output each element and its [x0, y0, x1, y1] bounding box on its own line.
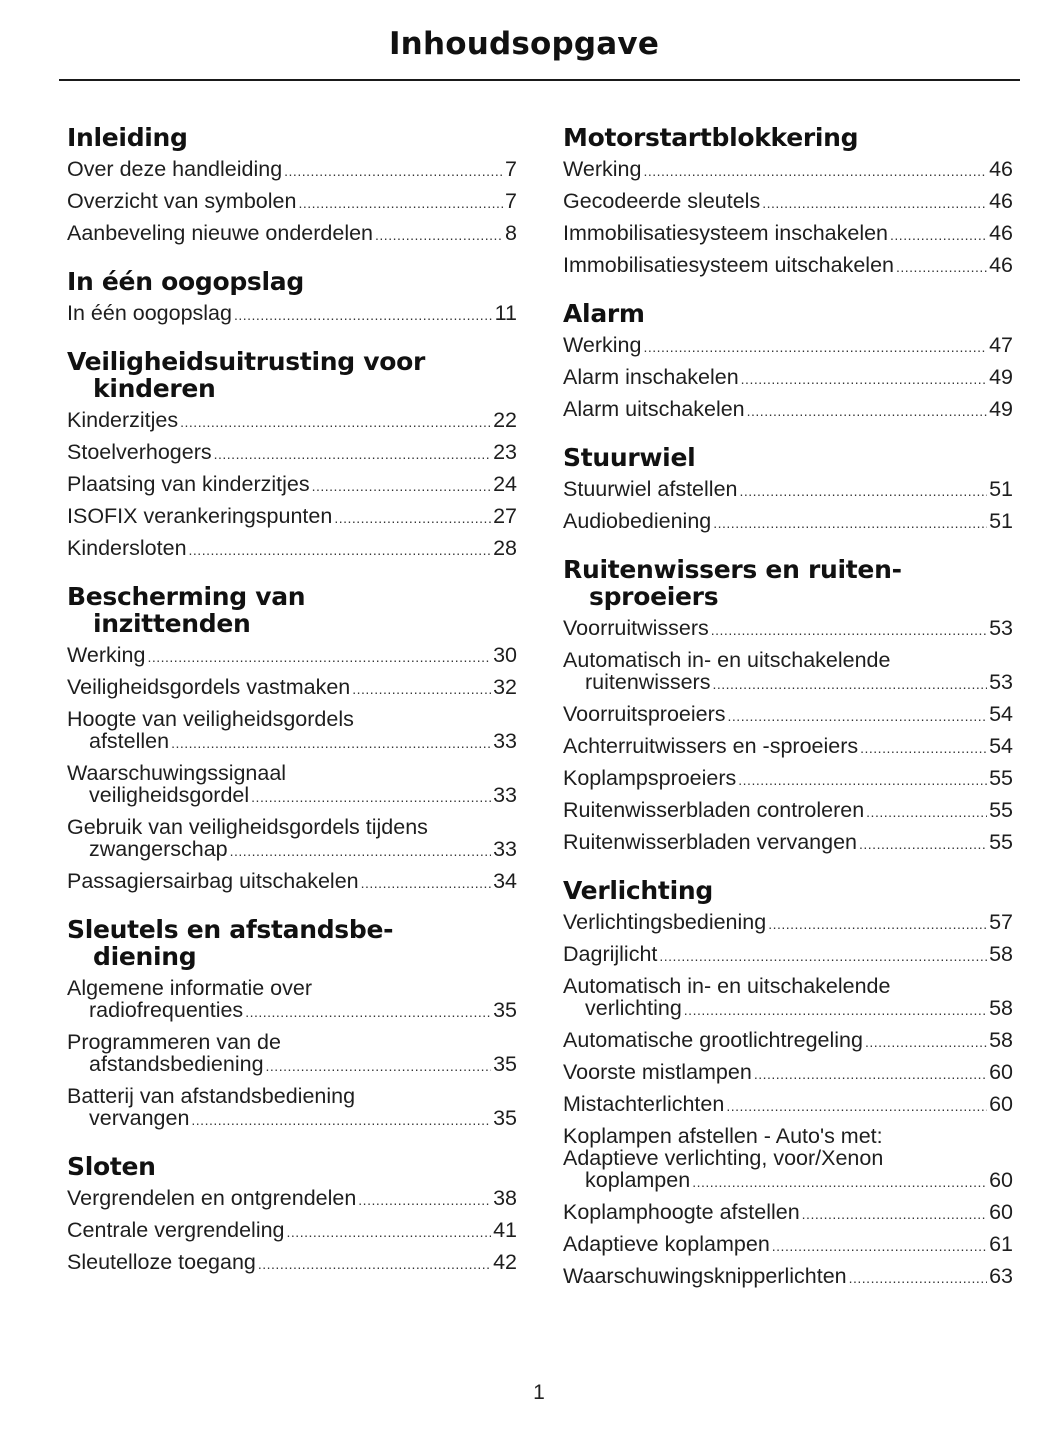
entry-row [563, 1201, 1013, 1225]
entry-page-number: 53 [989, 616, 1013, 640]
page-title: Inhoudsopgave [388, 26, 660, 62]
entry-title: Alarm uitschakelen [563, 397, 745, 421]
entry-title: veiligheidsgordel [89, 783, 250, 807]
entry-title: Over deze handleiding [67, 157, 283, 181]
section-heading-line: Motorstartblokkering [563, 123, 859, 152]
entry-page-number: 7 [505, 157, 517, 181]
dot-leader [859, 831, 987, 855]
toc-section [67, 268, 517, 326]
entry-row [563, 735, 1013, 759]
section-heading [563, 124, 1013, 151]
entry-title: Automatische grootlichtregeling [563, 1028, 863, 1052]
entry-title: Koplampsproeiers [563, 766, 737, 790]
toc-entry[interactable] [67, 302, 517, 326]
entry-row [563, 799, 1013, 823]
entry-row [563, 254, 1013, 278]
dot-leader [866, 799, 987, 823]
entry-page-number: 58 [989, 942, 1013, 966]
dot-leader [865, 1029, 987, 1053]
entry-page-number: 33 [493, 783, 517, 807]
toc-column-left [67, 124, 517, 1297]
toc-entry[interactable] [67, 762, 517, 808]
entry-row [67, 1251, 517, 1275]
entry-row [563, 1265, 1013, 1289]
section-heading [563, 300, 1013, 327]
entry-page-number: 51 [989, 477, 1013, 501]
section-heading-line: Stuurwiel [563, 443, 696, 472]
toc-entry[interactable] [563, 190, 1013, 214]
section-heading [67, 583, 517, 637]
dot-leader [659, 943, 987, 967]
entry-page-number: 47 [989, 333, 1013, 357]
toc-entry[interactable] [563, 398, 1013, 422]
dot-leader [726, 1093, 987, 1117]
entry-title: Werking [563, 333, 642, 357]
toc-entry[interactable] [563, 1093, 1013, 1117]
dot-leader [258, 1251, 491, 1275]
toc-entry[interactable] [563, 799, 1013, 823]
entry-row [67, 222, 517, 246]
entry-title: Overzicht van symbolen [67, 189, 297, 213]
entry-title: Verlichtingsbediening [563, 910, 767, 934]
entry-title: Kinderzitjes [67, 408, 179, 432]
dot-leader [741, 366, 987, 390]
toc-entry[interactable] [67, 190, 517, 214]
entry-page-number: 46 [989, 253, 1013, 277]
dot-leader [711, 617, 987, 641]
entry-page-number: 57 [989, 910, 1013, 934]
entry-row [67, 784, 517, 808]
dot-leader [245, 999, 491, 1023]
entry-page-number: 23 [493, 440, 517, 464]
dot-leader [712, 671, 987, 695]
entry-row [563, 478, 1013, 502]
entry-row [563, 1093, 1013, 1117]
entry-title: Mistachterlichten [563, 1092, 725, 1116]
entry-page-number: 34 [493, 869, 517, 893]
entry-row [67, 838, 517, 862]
entry-title: Vergrendelen en ontgrendelen [67, 1186, 357, 1210]
toc-entry[interactable] [563, 510, 1013, 534]
toc-entry[interactable] [563, 649, 1013, 695]
entry-title: Achterruitwissers en -sproeiers [563, 734, 859, 758]
entry-page-number: 58 [989, 996, 1013, 1020]
dot-leader [896, 254, 987, 278]
entry-row [67, 676, 517, 700]
entry-title: Ruitenwisserbladen vervangen [563, 830, 858, 854]
entry-row [67, 1219, 517, 1243]
entry-page-number: 60 [989, 1060, 1013, 1084]
entry-title: Plaatsing van kinderzitjes [67, 472, 310, 496]
entry-page-number: 60 [989, 1200, 1013, 1224]
toc-entry[interactable] [563, 943, 1013, 967]
dot-leader [298, 190, 503, 214]
dot-leader [312, 473, 491, 497]
toc-entry[interactable] [563, 911, 1013, 935]
toc-entry[interactable] [67, 870, 517, 894]
dot-leader [762, 190, 987, 214]
entry-row [67, 870, 517, 894]
section-heading [67, 124, 517, 151]
toc-entry[interactable] [563, 254, 1013, 278]
dot-leader [772, 1233, 987, 1257]
toc-entry[interactable] [563, 1265, 1013, 1289]
section-heading [67, 916, 517, 970]
entry-page-number: 28 [493, 536, 517, 560]
entry-row [67, 1187, 517, 1211]
entry-page-number: 42 [493, 1250, 517, 1274]
entry-title-line: Automatisch in- en uitschakelende [563, 648, 891, 672]
toc-section [67, 583, 517, 894]
entry-page-number: 63 [989, 1264, 1013, 1288]
entry-row [563, 1233, 1013, 1257]
entry-page-number: 41 [493, 1218, 517, 1242]
entry-page-number: 49 [989, 397, 1013, 421]
section-heading-line: diening [93, 942, 197, 971]
entry-page-number: 46 [989, 157, 1013, 181]
toc-entry[interactable] [563, 366, 1013, 390]
toc-entry[interactable] [563, 617, 1013, 641]
entry-title: Immobilisatiesysteem inschakelen [563, 221, 889, 245]
entry-title: Gecodeerde sleutels [563, 189, 761, 213]
entry-row [67, 158, 517, 182]
entry-page-number: 35 [493, 998, 517, 1022]
toc-entry[interactable] [67, 158, 517, 182]
dot-leader [147, 644, 491, 668]
entry-row [563, 1061, 1013, 1085]
entry-title: afstellen [89, 729, 170, 753]
entry-title-line: Batterij van afstandsbediening [67, 1084, 356, 1108]
entry-page-number: 33 [493, 837, 517, 861]
section-heading [563, 556, 1013, 610]
entry-title-line: Koplampen afstellen - Auto's met: [563, 1124, 883, 1148]
toc-section [563, 877, 1013, 1289]
entry-title: Adaptieve koplampen [563, 1232, 770, 1256]
entry-title: ruitenwissers [585, 670, 711, 694]
entry-title: Alarm inschakelen [563, 365, 739, 389]
dot-leader [375, 222, 503, 246]
section-heading-line: Ruitenwissers en ruiten- [563, 555, 902, 584]
toc-entry[interactable] [563, 158, 1013, 182]
page-number: 1 [533, 1381, 545, 1404]
entry-page-number: 61 [989, 1232, 1013, 1256]
entry-title: koplampen [585, 1168, 691, 1192]
entry-row [563, 366, 1013, 390]
toc-section [563, 124, 1013, 278]
entry-row [67, 302, 517, 326]
entry-page-number: 46 [989, 221, 1013, 245]
toc-entry[interactable] [67, 1187, 517, 1211]
dot-leader [361, 870, 491, 894]
entry-row [563, 911, 1013, 935]
entry-page-number: 35 [493, 1052, 517, 1076]
toc-entry[interactable] [67, 537, 517, 561]
entry-title: In één oogopslag [67, 301, 232, 325]
entry-title: Werking [563, 157, 642, 181]
entry-title: zwangerschap [89, 837, 228, 861]
entry-title: Immobilisatiesysteem uitschakelen [563, 253, 894, 277]
dot-leader [189, 537, 492, 561]
toc-section [563, 556, 1013, 855]
toc-entry[interactable] [563, 767, 1013, 791]
entry-row [67, 409, 517, 433]
dot-leader [352, 676, 491, 700]
section-heading-line: sproeiers [589, 582, 719, 611]
toc-column-right [563, 124, 1013, 1311]
section-heading-line: Veiligheidsuitrusting voor [67, 347, 426, 376]
entry-row [67, 505, 517, 529]
section-heading-line: Bescherming van [67, 582, 306, 611]
dot-leader [802, 1201, 987, 1225]
entry-title: verlichting [585, 996, 682, 1020]
dot-leader [171, 730, 491, 754]
dot-leader [739, 478, 987, 502]
entry-page-number: 38 [493, 1186, 517, 1210]
toc-entry[interactable] [67, 816, 517, 862]
entry-row [67, 644, 517, 668]
dot-leader [860, 735, 987, 759]
toc-section [563, 300, 1013, 422]
entry-title-line: Adaptieve verlichting, voor/Xenon [563, 1146, 884, 1170]
toc-entry[interactable] [563, 1125, 1013, 1193]
entry-title: Werking [67, 643, 146, 667]
entry-row [67, 441, 517, 465]
entry-title-line: Waarschuwingssignaal [67, 761, 287, 785]
entry-row [563, 943, 1013, 967]
dot-leader [287, 1219, 492, 1243]
dot-leader [849, 1265, 987, 1289]
entry-title: Aanbeveling nieuwe onderdelen [67, 221, 374, 245]
entry-row [563, 997, 1013, 1021]
entry-page-number: 55 [989, 830, 1013, 854]
entry-row [563, 671, 1013, 695]
entry-page-number: 60 [989, 1168, 1013, 1192]
entry-page-number: 22 [493, 408, 517, 432]
entry-title: Dagrijlicht [563, 942, 658, 966]
dot-leader [754, 1061, 987, 1085]
toc-entry[interactable] [563, 1201, 1013, 1225]
entry-title: afstandsbediening [89, 1052, 264, 1076]
toc-entry[interactable] [67, 977, 517, 1023]
entry-page-number: 54 [989, 734, 1013, 758]
entry-row [563, 158, 1013, 182]
entry-page-number: 27 [493, 504, 517, 528]
toc-section [67, 916, 517, 1131]
toc-entry[interactable] [67, 1031, 517, 1077]
entry-title: Sleutelloze toegang [67, 1250, 256, 1274]
entry-page-number: 11 [494, 301, 517, 325]
dot-leader [251, 784, 491, 808]
dot-leader [728, 703, 988, 727]
toc-entry[interactable] [67, 409, 517, 433]
entry-page-number: 8 [505, 221, 517, 245]
entry-page-number: 32 [493, 675, 517, 699]
entry-title: Veiligheidsgordels vastmaken [67, 675, 351, 699]
entry-page-number: 33 [493, 729, 517, 753]
dot-leader [643, 334, 987, 358]
dot-leader [284, 158, 503, 182]
toc-entry[interactable] [563, 735, 1013, 759]
toc-entry[interactable] [563, 334, 1013, 358]
entry-page-number: 53 [989, 670, 1013, 694]
entry-page-number: 7 [505, 189, 517, 213]
section-heading-line: Inleiding [67, 123, 188, 152]
entry-row [563, 703, 1013, 727]
section-heading [563, 444, 1013, 471]
toc-entry[interactable] [67, 1219, 517, 1243]
section-heading [67, 1153, 517, 1180]
entry-title: Centrale vergrendeling [67, 1218, 285, 1242]
entry-row [563, 510, 1013, 534]
dot-leader [747, 398, 987, 422]
entry-row [67, 190, 517, 214]
dot-leader [266, 1053, 492, 1077]
entry-row [563, 1169, 1013, 1193]
dot-leader [738, 767, 987, 791]
toc-section [563, 444, 1013, 534]
entry-page-number: 46 [989, 189, 1013, 213]
entry-row [563, 334, 1013, 358]
toc-entry[interactable] [67, 1251, 517, 1275]
dot-leader [643, 158, 987, 182]
toc-entry[interactable] [67, 676, 517, 700]
toc-entry[interactable] [563, 975, 1013, 1021]
section-heading-line: inzittenden [93, 609, 251, 638]
dot-leader [191, 1107, 491, 1131]
entry-row [563, 617, 1013, 641]
entry-page-number: 54 [989, 702, 1013, 726]
entry-title: Stuurwiel afstellen [563, 477, 738, 501]
entry-row [563, 398, 1013, 422]
toc-entry[interactable] [67, 505, 517, 529]
section-heading [67, 268, 517, 295]
toc-entry[interactable] [67, 473, 517, 497]
toc-section [67, 348, 517, 561]
entry-title: Voorste mistlampen [563, 1060, 752, 1084]
entry-title: Kindersloten [67, 536, 187, 560]
entry-row [563, 222, 1013, 246]
entry-page-number: 55 [989, 766, 1013, 790]
title-divider [59, 79, 1020, 81]
entry-title-line: Hoogte van veiligheidsgordels [67, 707, 354, 731]
toc-entry[interactable] [563, 831, 1013, 855]
dot-leader [684, 997, 987, 1021]
entry-page-number: 51 [989, 509, 1013, 533]
dot-leader [334, 505, 491, 529]
toc-entry[interactable] [563, 1029, 1013, 1053]
section-heading [563, 877, 1013, 904]
toc-entry[interactable] [67, 1085, 517, 1131]
entry-row [67, 473, 517, 497]
dot-leader [768, 911, 987, 935]
entry-row [563, 831, 1013, 855]
entry-page-number: 49 [989, 365, 1013, 389]
dot-leader [180, 409, 491, 433]
entry-row [563, 767, 1013, 791]
toc-entry[interactable] [563, 1233, 1013, 1257]
entry-page-number: 24 [493, 472, 517, 496]
entry-title-line: Algemene informatie over [67, 976, 312, 1000]
entry-title: Audiobediening [563, 509, 712, 533]
entry-row [563, 1029, 1013, 1053]
entry-page-number: 60 [989, 1092, 1013, 1116]
toc-entry[interactable] [563, 478, 1013, 502]
section-heading-line: In één oogopslag [67, 267, 304, 296]
dot-leader [214, 441, 491, 465]
entry-page-number: 35 [493, 1106, 517, 1130]
entry-title: Waarschuwingsknipperlichten [563, 1264, 847, 1288]
entry-title: Voorruitwissers [563, 616, 709, 640]
toc-section [67, 124, 517, 246]
entry-title: Stoelverhogers [67, 440, 212, 464]
entry-title: Ruitenwisserbladen controleren [563, 798, 865, 822]
section-heading [67, 348, 517, 402]
entry-title: ISOFIX verankeringspunten [67, 504, 333, 528]
entry-page-number: 30 [493, 643, 517, 667]
entry-row [67, 1053, 517, 1077]
toc-entry[interactable] [67, 644, 517, 668]
dot-leader [890, 222, 987, 246]
entry-row [67, 730, 517, 754]
entry-row [67, 1107, 517, 1131]
toc-entry[interactable] [67, 222, 517, 246]
entry-row [67, 537, 517, 561]
toc-entry[interactable] [563, 222, 1013, 246]
entry-title-line: Gebruik van veiligheidsgordels tijdens [67, 815, 428, 839]
entry-row [563, 190, 1013, 214]
section-heading-line: Sleutels en afstandsbe- [67, 915, 394, 944]
entry-row [67, 999, 517, 1023]
toc-entry[interactable] [67, 708, 517, 754]
section-heading-line: Sloten [67, 1152, 156, 1181]
dot-leader [358, 1187, 491, 1211]
entry-title: radiofrequenties [89, 998, 244, 1022]
toc-entry[interactable] [563, 1061, 1013, 1085]
section-heading-line: kinderen [93, 374, 216, 403]
section-heading-line: Alarm [563, 299, 645, 328]
dot-leader [230, 838, 491, 862]
dot-leader [234, 302, 493, 326]
section-heading-line: Verlichting [563, 876, 713, 905]
toc-entry[interactable] [67, 441, 517, 465]
entry-page-number: 55 [989, 798, 1013, 822]
toc-entry[interactable] [563, 703, 1013, 727]
entry-title: Voorruitsproeiers [563, 702, 726, 726]
entry-page-number: 58 [989, 1028, 1013, 1052]
toc-section [67, 1153, 517, 1275]
entry-title: Koplamphoogte afstellen [563, 1200, 800, 1224]
dot-leader [713, 510, 987, 534]
entry-title-line: Programmeren van de [67, 1030, 281, 1054]
entry-title-line: Automatisch in- en uitschakelende [563, 974, 891, 998]
entry-title: Passagiersairbag uitschakelen [67, 869, 359, 893]
entry-title: vervangen [89, 1106, 190, 1130]
dot-leader [692, 1169, 987, 1193]
